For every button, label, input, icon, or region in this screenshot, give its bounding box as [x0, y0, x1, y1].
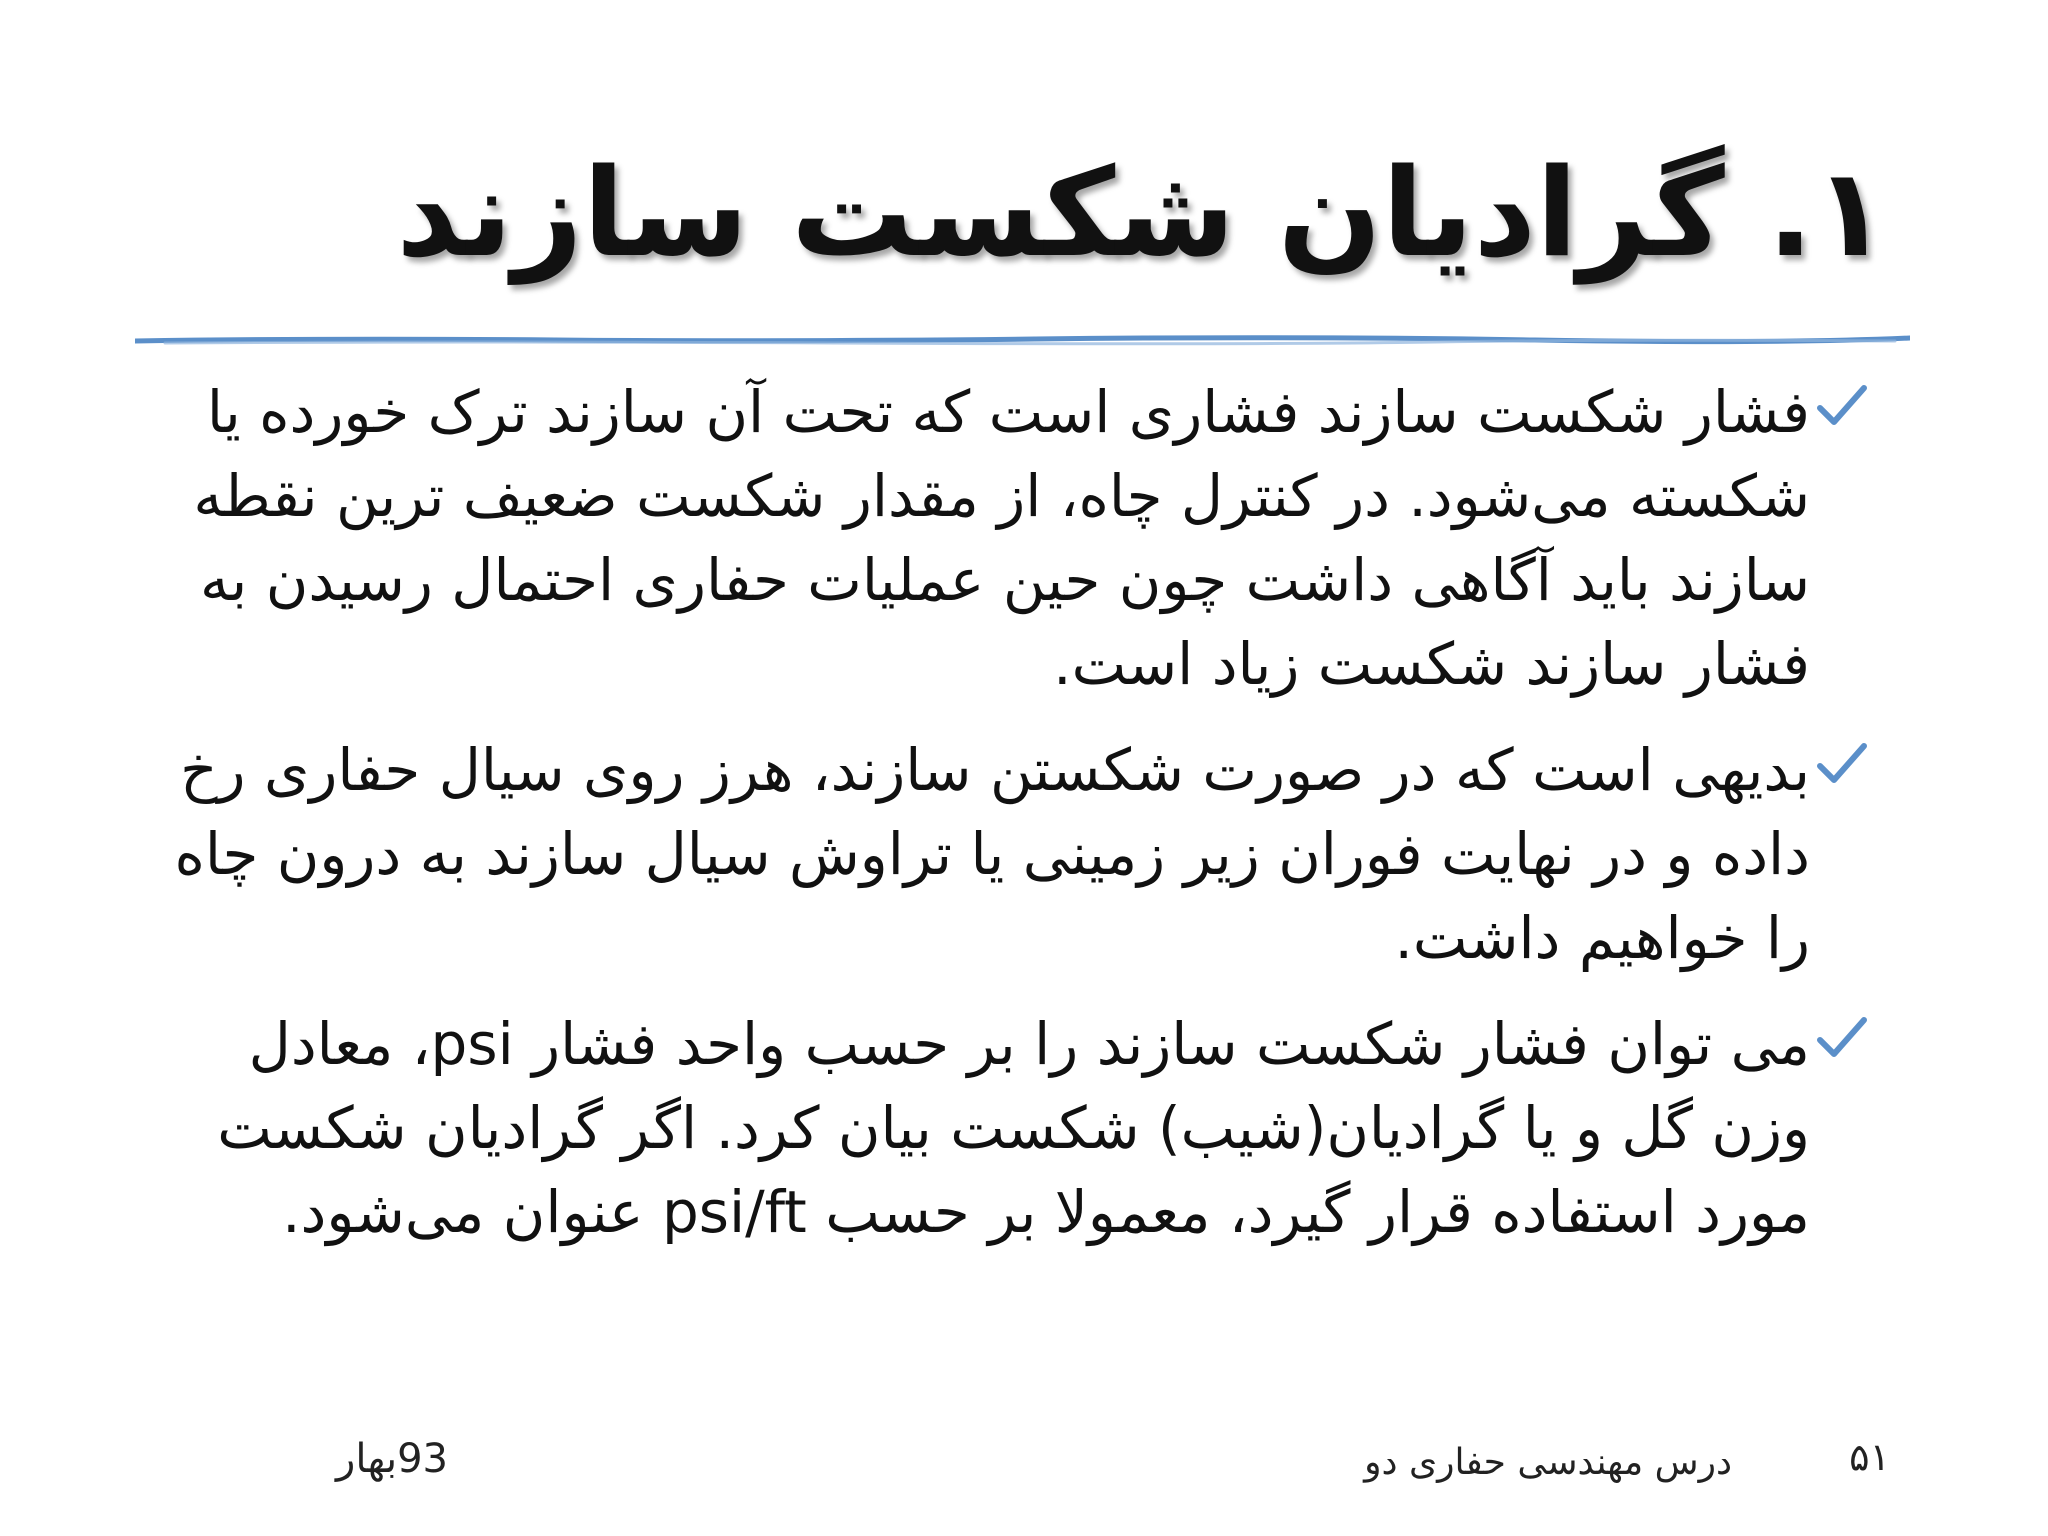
title-divider	[135, 332, 1910, 348]
footer-course-title: درس مهندسی حفاری دو	[1364, 1442, 1732, 1483]
bullet-list	[168, 370, 1908, 1276]
check-icon	[1816, 384, 1868, 428]
bullet-item-3	[168, 1002, 1908, 1254]
slide-title: ۱. گرادیان شکست سازند	[396, 142, 1888, 284]
bullet-item-1	[168, 370, 1908, 706]
bullet-text-2: بدیهی است که در صورت شکستن سازند، هرز روی سیال حفاری رخ داده و در نهایت فوران زیر زمینی یا تراوش سیال سازند به درون چاه را خواهیم داشت.	[174, 736, 1810, 972]
check-icon	[1816, 742, 1868, 786]
bullet-text-3: می توان فشار شکست سازند را بر حسب واحد فشار psi، معادل وزن گل و یا گرادیان(شیب) شکست بیان کرد. اگر گرادیان شکست مورد استفاده قرار گیرد، معمولا بر حسب psi/ft عنوان می‌شود.	[217, 1010, 1810, 1246]
bullet-text-1: فشار شکست سازند فشاری است که تحت آن سازند ترک خورده یا شکسته می‌شود. در کنترل چاه، از مقدار شکست ضعیف ترین نقطه سازند باید آگاهی داشت چون حین عملیات حفاری احتمال رسیدن به فشار سازند شکست زیاد است.	[193, 378, 1810, 698]
footer-page-number: ۵۱	[1849, 1435, 1890, 1479]
bullet-item-2	[168, 728, 1908, 980]
footer-semester: 93بهار	[336, 1436, 448, 1482]
check-icon	[1816, 1016, 1868, 1060]
